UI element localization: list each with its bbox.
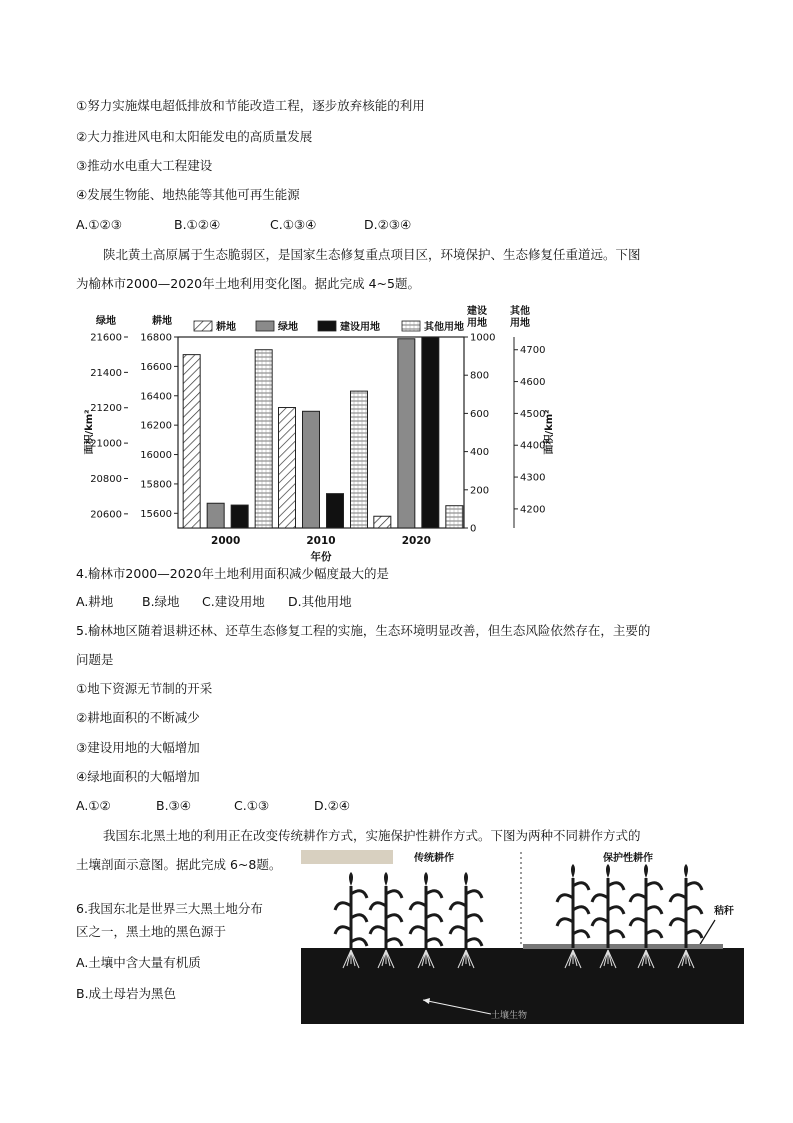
q4-stem: 4.榆林市2000—2020年土地利用面积减少幅度最大的是 [76, 566, 390, 581]
q5-choice-b: B.③④ [156, 798, 191, 813]
axis-tick-label-其他用地: 4700 [520, 345, 546, 357]
q5-choice-c: C.①③ [234, 798, 270, 813]
axis-title-其他用地: 用地 [510, 318, 530, 329]
x-tick-label: 2000 [211, 535, 241, 547]
bar-其他用地-2000 [255, 350, 272, 528]
legend-label-建设用地: 建设用地 [340, 322, 380, 333]
axis-tick-label-其他用地: 4300 [520, 472, 546, 484]
axis-tick-label-绿地: 21600 [90, 332, 122, 344]
q4-choice-a: A.耕地 [76, 594, 114, 609]
axis-tick-label-绿地: 21200 [90, 403, 122, 415]
axis-tick-label-绿地: 21400 [90, 367, 122, 379]
axis-tick-label-绿地: 21000 [90, 438, 122, 450]
q5-option-2: ②耕地面积的不断减少 [76, 710, 200, 725]
axis-tick-label-建设用地: 1000 [470, 332, 496, 344]
q5-option-4: ④绿地面积的大幅增加 [76, 769, 200, 784]
legend-label-耕地: 耕地 [216, 322, 236, 333]
bar-绿地-2000 [207, 503, 224, 528]
q4-choice-b: B.绿地 [142, 594, 180, 609]
axis-tick-label-建设用地: 400 [470, 447, 490, 459]
bar-绿地-2010 [303, 411, 320, 528]
bar-耕地-2010 [279, 408, 296, 528]
axis-title-建设用地: 用地 [467, 318, 487, 329]
bar-建设用地-2010 [327, 494, 344, 528]
axis-tick-label-建设用地: 600 [470, 408, 490, 420]
bar-绿地-2020 [398, 339, 415, 528]
x-axis-label: 年份 [310, 551, 332, 563]
bar-建设用地-2000 [231, 505, 248, 528]
traditional-tillage-title: 传统耕作 [414, 853, 454, 864]
land-use-chart [84, 304, 560, 566]
q4-choice-d: D.其他用地 [288, 594, 352, 609]
q5-stem-line1: 5.榆林地区随着退耕还林、还草生态修复工程的实施，生态环境明显改善，但生态风险依然存在，主要的 [76, 623, 651, 638]
passage1-line2: 为榆林市2000—2020年土地利用变化图。据此完成 4~5题。 [76, 276, 420, 291]
axis-tick-label-绿地: 20600 [90, 509, 122, 521]
straw-mulch [523, 944, 723, 949]
q6-choice-b: B.成土母岩为黑色 [76, 986, 177, 1001]
passage2-line1: 我国东北黑土地的利用正在改变传统耕作方式，实施保护性耕作方式。下图为两种不同耕作方式的 [103, 828, 641, 843]
plot-frame [178, 337, 464, 528]
legend-swatch-建设用地 [318, 321, 336, 331]
q3-choice-d: D.②③④ [364, 217, 412, 232]
axis-title-建设用地: 建设 [467, 306, 487, 317]
axis-tick-label-其他用地: 4600 [520, 377, 546, 389]
q5-option-3: ③建设用地的大幅增加 [76, 740, 200, 755]
y-axis-label-left: 面积/km² [84, 409, 95, 455]
legend-swatch-耕地 [194, 321, 212, 331]
q5-choice-a: A.①② [76, 798, 111, 813]
axis-tick-label-耕地: 16600 [140, 361, 172, 373]
axis-tick-label-绿地: 20800 [90, 473, 122, 485]
axis-tick-label-其他用地: 4200 [520, 504, 546, 516]
axis-tick-label-耕地: 15800 [140, 479, 172, 491]
axis-tick-label-耕地: 15600 [140, 508, 172, 520]
axis-tick-label-耕地: 16000 [140, 450, 172, 462]
axis-tick-label-其他用地: 4500 [520, 408, 546, 420]
legend-label-其他用地: 其他用地 [424, 322, 464, 333]
axis-title-绿地: 绿地 [96, 316, 116, 327]
q6-stem-line2: 区之一，黑土地的黑色源于 [76, 924, 227, 939]
axis-title-耕地: 耕地 [152, 316, 172, 327]
q3-option-2: ②大力推进风电和太阳能发电的高质量发展 [76, 129, 313, 144]
bar-其他用地-2010 [351, 391, 368, 528]
soil-profile-figure [301, 848, 744, 1024]
q3-choice-a: A.①②③ [76, 217, 122, 232]
legend-swatch-绿地 [256, 321, 274, 331]
passage1-line1: 陕北黄土高原属于生态脆弱区，是国家生态修复重点项目区，环境保护、生态修复任重道远。下图 [103, 247, 641, 262]
axis-title-其他用地: 其他 [510, 306, 530, 317]
bar-其他用地-2020 [446, 506, 463, 528]
x-tick-label: 2020 [401, 535, 431, 547]
q4-choice-c: C.建设用地 [202, 594, 265, 609]
q3-choice-b: B.①②④ [174, 217, 221, 232]
q3-choice-c: C.①③④ [270, 217, 317, 232]
q4-choices [76, 594, 352, 610]
bar-耕地-2020 [374, 516, 391, 528]
axis-tick-label-建设用地: 200 [470, 485, 490, 497]
y-axis-label-right: 面积/km² [544, 409, 555, 455]
q3-choices [76, 217, 411, 233]
q5-choices [76, 798, 350, 814]
bar-建设用地-2020 [422, 337, 439, 528]
axis-tick-label-耕地: 16400 [140, 391, 172, 403]
legend-swatch-其他用地 [402, 321, 420, 331]
photo-strip [301, 850, 393, 864]
axis-tick-label-耕地: 16200 [140, 420, 172, 432]
q5-stem-line2: 问题是 [76, 652, 114, 667]
legend-label-绿地: 绿地 [278, 322, 298, 333]
axis-tick-label-建设用地: 0 [470, 523, 477, 535]
q5-option-1: ①地下资源无节制的开采 [76, 681, 213, 696]
bar-耕地-2000 [183, 355, 200, 528]
axis-tick-label-建设用地: 800 [470, 370, 490, 382]
soil-organism-label: 土壤生物 [491, 1011, 528, 1021]
q3-option-3: ③推动水电重大工程建设 [76, 158, 213, 173]
conservation-tillage-title: 保护性耕作 [603, 853, 653, 864]
passage2-line2: 土壤剖面示意图。据此完成 6~8题。 [76, 857, 282, 872]
q5-choice-d: D.②④ [314, 798, 351, 813]
x-tick-label: 2010 [306, 535, 336, 547]
straw-label: 秸秆 [714, 906, 734, 917]
axis-tick-label-其他用地: 4400 [520, 440, 546, 452]
q3-option-1: ①努力实施煤电超低排放和节能改造工程，逐步放弃核能的利用 [76, 98, 425, 113]
q3-option-4: ④发展生物能、地热能等其他可再生能源 [76, 187, 300, 202]
q6-stem-line1: 6.我国东北是世界三大黑土地分布 [76, 901, 263, 916]
q6-choice-a: A.土壤中含大量有机质 [76, 955, 201, 970]
axis-tick-label-耕地: 16800 [140, 332, 172, 344]
